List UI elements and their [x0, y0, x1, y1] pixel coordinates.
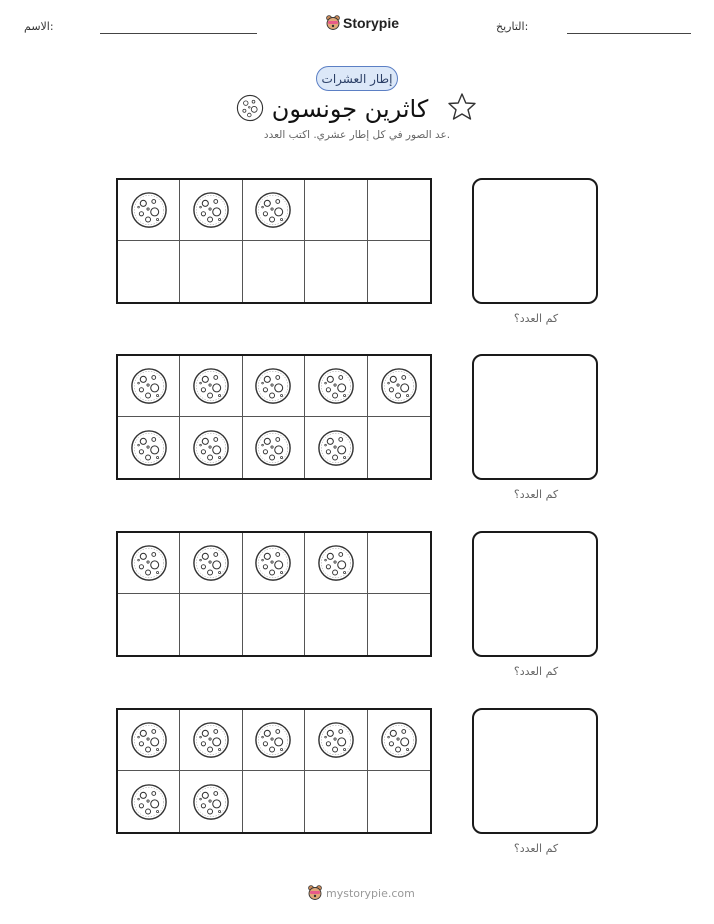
bear-icon: [326, 15, 340, 31]
ten-frame-cell: [305, 356, 367, 417]
ten-frame-cell: [368, 594, 430, 655]
ten-frame-cell: [180, 356, 242, 417]
ten-frame-cell: [305, 533, 367, 594]
ten-frame-cell: [243, 180, 305, 241]
moon-icon: [254, 367, 292, 405]
moon-icon: [192, 367, 230, 405]
ten-frame-cell: [243, 710, 305, 771]
moon-icon: [317, 721, 355, 759]
brand-logo: [326, 13, 399, 33]
moon-icon: [192, 544, 230, 582]
moon-icon: [192, 721, 230, 759]
answer-box-3[interactable]: [472, 531, 598, 657]
answer-prompt: كم العدد؟: [513, 488, 559, 501]
ten-frame-cell: [368, 710, 430, 771]
moon-icon: [130, 367, 168, 405]
moon-icon: [192, 783, 230, 821]
footer: [308, 885, 415, 901]
ten-frame-2: [116, 354, 432, 480]
moon-icon: [130, 191, 168, 229]
worksheet-title: كاثرين جونسون: [271, 95, 429, 123]
moon-icon: [192, 429, 230, 467]
ten-frame-cell: [243, 594, 305, 655]
ten-frame-cell: [118, 533, 180, 594]
ten-frame-cell: [118, 710, 180, 771]
ten-frame-cell: [368, 417, 430, 478]
ten-frame-cell: [305, 180, 367, 241]
ten-frame-cell: [180, 710, 242, 771]
date-line[interactable]: [567, 33, 691, 34]
ten-frame-cell: [368, 533, 430, 594]
ten-frame-cell: [305, 771, 367, 832]
ten-frame-cell: [118, 417, 180, 478]
moon-icon: [130, 721, 168, 759]
ten-frame-cell: [180, 594, 242, 655]
ten-frame-cell: [243, 771, 305, 832]
bear-icon: [308, 885, 322, 901]
star-icon: [446, 92, 478, 122]
ten-frame-cell: [180, 771, 242, 832]
ten-frame-cell: [180, 417, 242, 478]
answer-box-2[interactable]: [472, 354, 598, 480]
moon-icon: [380, 721, 418, 759]
answer-box-1[interactable]: [472, 178, 598, 304]
ten-frame-cell: [368, 241, 430, 302]
moon-icon: [130, 429, 168, 467]
instruction-text: عد الصور في كل إطار عشري. اكتب العدد.: [263, 129, 451, 141]
ten-frame-cell: [368, 771, 430, 832]
name-label: الاسم:: [24, 20, 54, 33]
ten-frame-cell: [243, 356, 305, 417]
name-line[interactable]: [100, 33, 257, 34]
moon-icon: [254, 544, 292, 582]
ten-frame-3: [116, 531, 432, 657]
ten-frame-cell: [243, 241, 305, 302]
ten-frame-cell: [243, 533, 305, 594]
ten-frame-cell: [118, 356, 180, 417]
ten-frame-cell: [243, 417, 305, 478]
moon-icon: [130, 544, 168, 582]
ten-frame-cell: [118, 594, 180, 655]
answer-prompt: كم العدد؟: [513, 842, 559, 855]
ten-frame-cell: [180, 241, 242, 302]
answer-prompt: كم العدد؟: [513, 665, 559, 678]
ten-frame-4: [116, 708, 432, 834]
ten-frame-cell: [305, 594, 367, 655]
ten-frame-cell: [305, 417, 367, 478]
moon-icon: [380, 367, 418, 405]
ten-frame-cell: [305, 710, 367, 771]
ten-frame-cell: [180, 180, 242, 241]
answer-box-4[interactable]: [472, 708, 598, 834]
moon-icon: [317, 367, 355, 405]
ten-frame-cell: [368, 180, 430, 241]
ten-frame-cell: [180, 533, 242, 594]
footer-site: mystorypie.com: [326, 886, 415, 900]
ten-frame-cell: [118, 180, 180, 241]
answer-prompt: كم العدد؟: [513, 312, 559, 325]
ten-frame-cell: [305, 241, 367, 302]
ten-frame-cell: [368, 356, 430, 417]
moon-icon: [192, 191, 230, 229]
topic-badge: إطار العشرات: [316, 66, 398, 91]
moon-icon: [317, 544, 355, 582]
ten-frame-1: [116, 178, 432, 304]
moon-icon: [130, 783, 168, 821]
moon-icon: [254, 429, 292, 467]
ten-frame-cell: [118, 771, 180, 832]
moon-icon: [236, 94, 264, 122]
moon-icon: [254, 721, 292, 759]
date-label: التاريخ:: [496, 20, 529, 33]
moon-icon: [254, 191, 292, 229]
brand-name: Storypie: [343, 15, 400, 31]
ten-frame-cell: [118, 241, 180, 302]
moon-icon: [317, 429, 355, 467]
